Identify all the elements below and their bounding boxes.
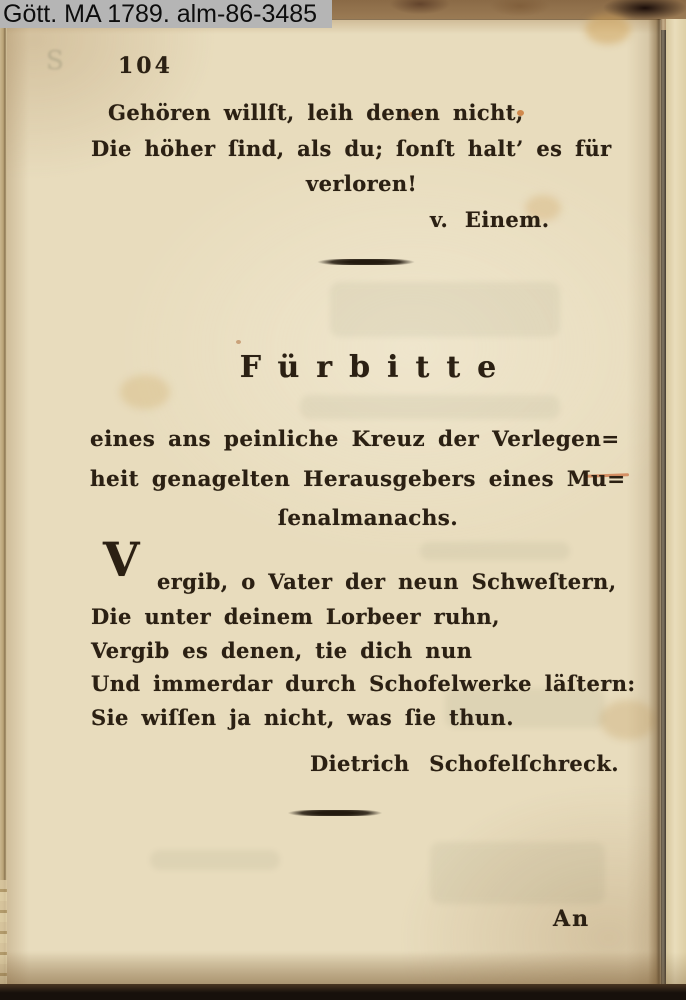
section-heading: Fürbitte [239, 350, 514, 385]
catchword: An [553, 906, 591, 932]
epigram-line: Die höher ſind, als du; ſonſt halt’ es für [91, 136, 612, 161]
subtitle-line: eines ans peinliche Kreuz der Verlegen= [90, 427, 620, 452]
verse-line: Sie wiſſen ja nicht, was ſie thun. [91, 705, 514, 730]
book-page [7, 19, 661, 986]
show-through-smudge [420, 542, 570, 560]
epigram-line: Gehören willſt, leih denen nicht, [108, 100, 524, 125]
section-divider-rule [300, 259, 432, 265]
show-through-smudge [330, 282, 560, 337]
show-through-smudge [150, 850, 280, 870]
page-gutter-crease [648, 19, 668, 985]
adjacent-page-edge [666, 19, 686, 985]
verse-line: Vergib es denen, tie dich nun [91, 638, 473, 663]
show-through-smudge [300, 395, 560, 419]
verse-line: Die unter deinem Lorbeer ruhn, [91, 604, 500, 629]
verse-signature: Dietrich Schofelſchreck. [310, 751, 620, 776]
epigram-line: verloren! [306, 171, 418, 196]
show-through-letter: S [46, 46, 65, 76]
verse-drop-cap: V [103, 533, 140, 588]
subtitle-line: ſenalmanachs. [277, 506, 459, 531]
catalog-label: Gött. MA 1789. alm-86-3485 [0, 0, 332, 28]
show-through-smudge [430, 842, 605, 904]
epigram-attribution: v. Einem. [430, 207, 550, 232]
page-number: 104 [118, 53, 173, 79]
page-bottom-shading [0, 952, 686, 986]
subtitle-line: heit genagelten Herausgebers eines Mu= [90, 467, 626, 492]
paper-stain [585, 14, 631, 44]
paper-speck [236, 340, 241, 344]
book-bottom-edge [0, 984, 686, 1000]
verse-line: Und immerdar durch Schofelwerke läſtern: [91, 671, 636, 696]
verse-line: ergib, o Vater der neun Schweſtern, [157, 569, 617, 594]
section-divider-rule [271, 810, 399, 816]
